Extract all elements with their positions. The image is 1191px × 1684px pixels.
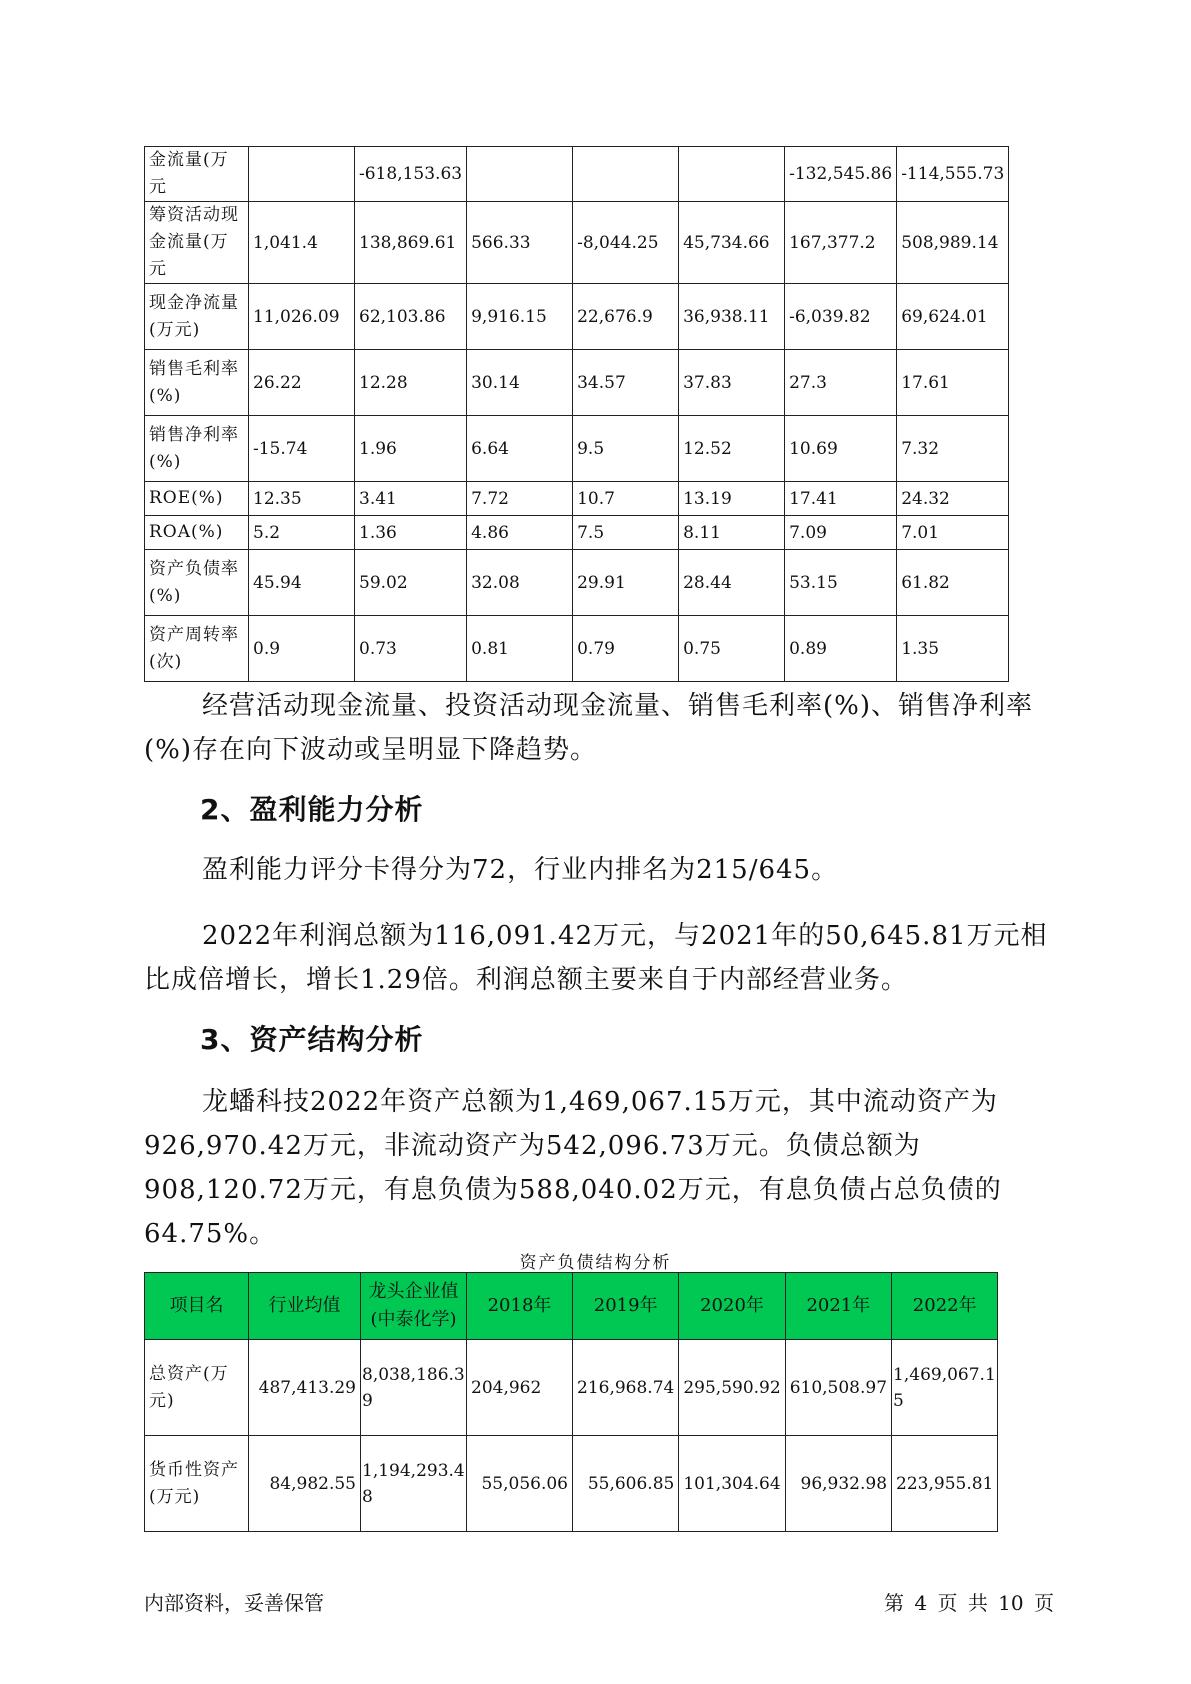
row-label: 筹资活动现金流量(万元	[145, 202, 249, 284]
table-cell: 167,377.2	[785, 202, 897, 284]
table-cell: 36,938.11	[679, 284, 785, 350]
table-header-row	[145, 1273, 998, 1340]
asset-liability-table	[144, 1272, 998, 1532]
table-cell: -8,044.25	[573, 202, 679, 284]
table-cell: 1,194,293.48	[361, 1436, 467, 1532]
table-cell: 9.5	[573, 416, 679, 482]
table-cell: 12.52	[679, 416, 785, 482]
table-cell: 62,103.86	[355, 284, 467, 350]
section-heading-profitability: 2、盈利能力分析	[200, 793, 424, 826]
table-cell: -618,153.63	[355, 147, 467, 202]
table-cell	[679, 147, 785, 202]
table-caption: 资产负债结构分析	[519, 1253, 672, 1273]
table-row	[145, 482, 1009, 516]
table-cell: 17.61	[897, 350, 1009, 416]
table-cell: 32.08	[467, 550, 573, 616]
paragraph-trend: 经营活动现金流量、投资活动现金流量、销售毛利率(%)、销售净利率(%)存在向下波动或呈明显下降趋势。	[144, 691, 1033, 765]
column-header: 2019年	[573, 1273, 679, 1340]
column-header: 2018年	[467, 1273, 573, 1340]
column-header: 龙头企业值(中泰化学)	[361, 1273, 467, 1340]
table-cell: 7.72	[467, 482, 573, 516]
table-cell: 53.15	[785, 550, 897, 616]
column-header: 2021年	[785, 1273, 891, 1340]
table-cell: 12.28	[355, 350, 467, 416]
table-row	[145, 202, 1009, 284]
column-header: 2020年	[679, 1273, 785, 1340]
table-cell: 295,590.92	[679, 1340, 785, 1436]
row-label: 总资产(万元)	[145, 1340, 249, 1436]
table-row	[145, 550, 1009, 616]
table-cell: 61.82	[897, 550, 1009, 616]
column-header: 行业均值	[249, 1273, 361, 1340]
table-cell: 69,624.01	[897, 284, 1009, 350]
table-cell: 30.14	[467, 350, 573, 416]
table-cell: 7.5	[573, 516, 679, 550]
table-cell: -132,545.86	[785, 147, 897, 202]
table-cell: 1.96	[355, 416, 467, 482]
table-cell: 1.36	[355, 516, 467, 550]
table-row	[145, 1340, 998, 1436]
table-cell: 101,304.64	[679, 1436, 785, 1532]
table-cell: 508,989.14	[897, 202, 1009, 284]
table-cell: 59.02	[355, 550, 467, 616]
table-cell: 3.41	[355, 482, 467, 516]
table-row	[145, 147, 1009, 202]
table-cell: 11,026.09	[249, 284, 355, 350]
table-cell: 12.35	[249, 482, 355, 516]
table-cell: 37.83	[679, 350, 785, 416]
table-cell: 204,962	[467, 1340, 573, 1436]
column-header: 2022年	[892, 1273, 998, 1340]
table-cell: 610,508.97	[785, 1340, 891, 1436]
row-label: 销售毛利率(%)	[145, 350, 249, 416]
table-cell: 45,734.66	[679, 202, 785, 284]
table-cell: 0.81	[467, 616, 573, 682]
table-cell: 566.33	[467, 202, 573, 284]
table-cell: -15.74	[249, 416, 355, 482]
table-cell: 8.11	[679, 516, 785, 550]
column-header: 项目名	[145, 1273, 249, 1340]
section-heading-asset-structure: 3、资产结构分析	[200, 1023, 424, 1056]
table-row	[145, 416, 1009, 482]
table-cell	[467, 147, 573, 202]
table-cell	[573, 147, 679, 202]
paragraph-assets: 龙蟠科技2022年资产总额为1,469,067.15万元，其中流动资产为926,970.42万元，非流动资产为542,096.73万元。负债总额为908,120.72万元，有息负债为588,040.02万元，有息负债占总负债的64.75%。	[144, 1087, 1002, 1249]
table-cell: 1.35	[897, 616, 1009, 682]
table-cell: 7.32	[897, 416, 1009, 482]
table-cell: 216,968.74	[573, 1340, 679, 1436]
table-cell: -6,039.82	[785, 284, 897, 350]
table-cell: 13.19	[679, 482, 785, 516]
row-label: 销售净利率(%)	[145, 416, 249, 482]
paragraph-profit: 2022年利润总额为116,091.42万元，与2021年的50,645.81万元相比成倍增长，增长1.29倍。利润总额主要来自于内部经营业务。	[144, 921, 1048, 995]
table-cell: 9,916.15	[467, 284, 573, 350]
table-cell: 0.75	[679, 616, 785, 682]
table-cell: 138,869.61	[355, 202, 467, 284]
table-cell: 24.32	[897, 482, 1009, 516]
table-cell: 27.3	[785, 350, 897, 416]
table-cell: 6.64	[467, 416, 573, 482]
table-cell: 8,038,186.39	[361, 1340, 467, 1436]
table-cell: 223,955.81	[892, 1436, 998, 1532]
row-label: ROA(%)	[145, 516, 249, 550]
footer-confidential-note: 内部资料，妥善保管	[144, 1591, 324, 1615]
table-cell: 7.09	[785, 516, 897, 550]
table-row	[145, 1436, 998, 1532]
table-cell: 84,982.55	[249, 1436, 361, 1532]
table-cell	[249, 147, 355, 202]
row-label: 资产周转率(次)	[145, 616, 249, 682]
table-cell: 0.79	[573, 616, 679, 682]
table-cell: 26.22	[249, 350, 355, 416]
row-label: ROE(%)	[145, 482, 249, 516]
table-cell: 0.73	[355, 616, 467, 682]
table-cell: 4.86	[467, 516, 573, 550]
table-cell: 55,606.85	[573, 1436, 679, 1532]
table-row	[145, 616, 1009, 682]
table-cell: 34.57	[573, 350, 679, 416]
table-cell: 17.41	[785, 482, 897, 516]
table-cell: 29.91	[573, 550, 679, 616]
table-cell: -114,555.73	[897, 147, 1009, 202]
table-cell: 487,413.29	[249, 1340, 361, 1436]
paragraph-score: 盈利能力评分卡得分为72，行业内排名为215/645。	[202, 855, 839, 885]
row-label: 金流量(万元	[145, 147, 249, 202]
table-cell: 96,932.98	[785, 1436, 891, 1532]
table-cell: 0.89	[785, 616, 897, 682]
footer-page-number: 第 4 页 共 10 页	[884, 1591, 1054, 1615]
table-row	[145, 350, 1009, 416]
table-cell: 10.69	[785, 416, 897, 482]
table-cell: 45.94	[249, 550, 355, 616]
table-cell: 55,056.06	[467, 1436, 573, 1532]
table-cell: 28.44	[679, 550, 785, 616]
table-cell: 0.9	[249, 616, 355, 682]
table-cell: 1,041.4	[249, 202, 355, 284]
table-row	[145, 284, 1009, 350]
row-label: 货币性资产(万元)	[145, 1436, 249, 1532]
table-row	[145, 516, 1009, 550]
table-cell: 7.01	[897, 516, 1009, 550]
table-cell: 10.7	[573, 482, 679, 516]
table-cell: 1,469,067.15	[892, 1340, 998, 1436]
table-cell: 5.2	[249, 516, 355, 550]
row-label: 现金净流量(万元)	[145, 284, 249, 350]
row-label: 资产负债率(%)	[145, 550, 249, 616]
table-cell: 22,676.9	[573, 284, 679, 350]
financial-indicators-table	[144, 146, 1009, 682]
